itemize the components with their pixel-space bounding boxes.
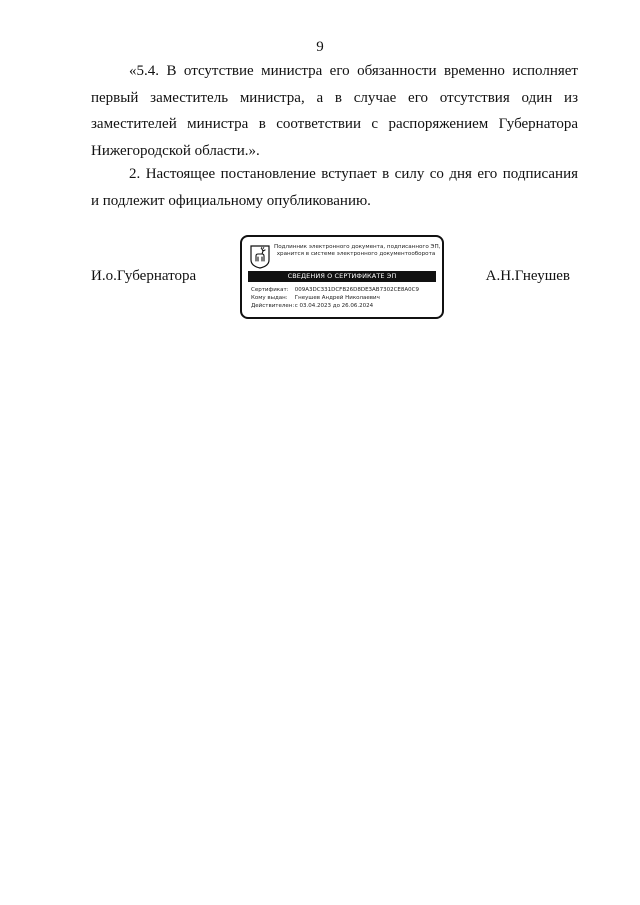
- stamp-note-line: хранится в системе электронного документооборота: [276, 251, 436, 257]
- paragraph-line: 2. Настоящее постановление вступает в силу со дня его подписания: [129, 166, 578, 182]
- paragraph-line: первый заместитель министра, а в случае его отсутствия один из: [91, 89, 578, 106]
- paragraph-line: и подлежит официальному опубликованию.: [91, 192, 371, 209]
- coat-of-arms-icon: [250, 245, 270, 269]
- certificate-label: Сертификат:: [251, 287, 289, 293]
- stamp-note-line: Подлинник электронного документа, подписанного ЭП,: [274, 244, 441, 250]
- validity-value: с 03.04.2023 до 26.06.2024: [294, 303, 374, 309]
- paragraph-amendment: [91, 58, 578, 164]
- issued-to-row: [251, 294, 437, 302]
- stamp-details: [251, 286, 437, 310]
- signer-title: И.о.Губернатора: [91, 268, 197, 284]
- issued-to-value: Гнеушев Андрей Николаевич: [294, 295, 380, 301]
- paragraph-line: заместителей министра в соответствии с распоряжением Губернатора: [91, 116, 578, 132]
- issued-to-label: Кому выдан:: [251, 295, 288, 301]
- validity-row: [251, 302, 437, 310]
- stamp-note: [274, 244, 441, 258]
- electronic-signature-stamp: [240, 235, 444, 319]
- certificate-row: [251, 286, 437, 294]
- validity-label: Действителен:: [251, 303, 295, 309]
- paragraph-effective-date: [91, 161, 578, 214]
- certificate-value: 009A3DC331DCFB26D8DE3AB7302CE8A0C9: [294, 287, 419, 293]
- stamp-header: СВЕДЕНИЯ О СЕРТИФИКАТЕ ЭП: [248, 271, 436, 282]
- page-number: 9: [316, 39, 324, 55]
- signer-name: А.Н.Гнеушев: [485, 268, 570, 284]
- paragraph-line: Нижегородской области.».: [91, 142, 260, 159]
- paragraph-line: «5.4. В отсутствие министра его обязанности временно исполняет: [129, 63, 578, 79]
